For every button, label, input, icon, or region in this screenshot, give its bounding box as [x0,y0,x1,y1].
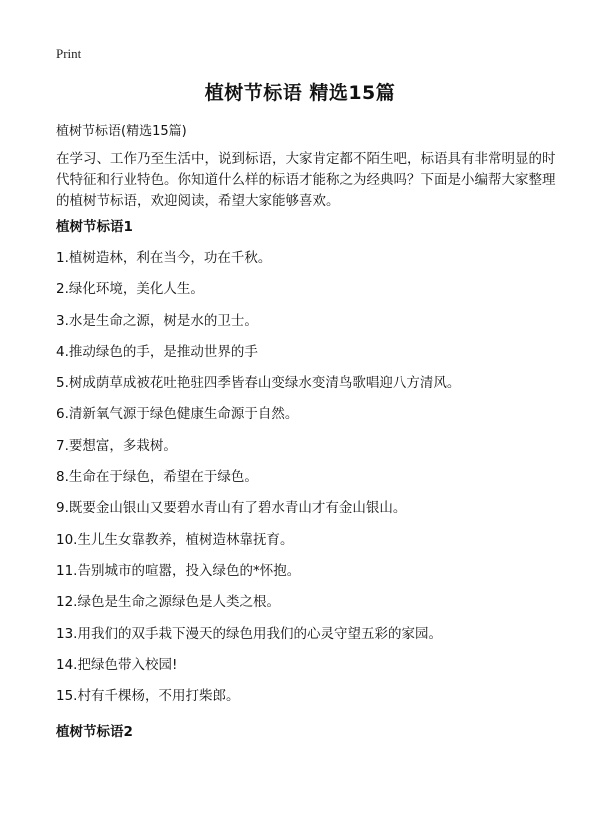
list-item: 10.生儿生女靠教养，植树造林靠抚育。 [56,531,294,548]
section-heading: 植树节标语1 [56,219,133,235]
list-item: 2.绿化环境，美化人生。 [56,281,204,298]
list-item: 11.告别城市的喧嚣，投入绿色的*怀抱。 [56,562,301,579]
list-item: 13.用我们的双手栽下漫天的绿色用我们的心灵守望五彩的家园。 [56,625,442,642]
page-title: 植树节标语 精选15篇 [204,82,396,104]
slogan-list [56,248,576,717]
list-item: 15.村有千棵杨，不用打柴郎。 [56,688,240,705]
list-item: 9.既要金山银山又要碧水青山有了碧水青山才有金山银山。 [56,500,407,517]
list-item: 6.清新氧气源于绿色健康生命源于自然。 [56,406,299,423]
list-item: 7.要想富，多栽树。 [56,437,177,454]
list-item: 8.生命在于绿色，希望在于绿色。 [56,469,258,486]
list-item: 1.植树造林，利在当今，功在千秋。 [56,250,272,266]
list-item: 5.树成荫草成被花吐艳驻四季皆春山变绿水变清鸟歌唱迎八方清风。 [56,375,461,392]
list-item: 14.把绿色带入校园! [56,656,178,673]
list-item: 4.推动绿色的手，是推动世界的手 [56,343,258,360]
list-item: 3.水是生命之源，树是水的卫士。 [56,312,258,329]
section-heading: 植树节标语2 [56,724,133,740]
list-item: 12.绿色是生命之源绿色是人类之根。 [56,594,280,611]
document-subtitle: 植树节标语(精选15篇) [56,124,187,139]
intro-paragraph: 在学习、工作乃至生活中，说到标语，大家肯定都不陌生吧，标语具有非常明显的时代特征和行业特色。你知道什么样的标语才能称之为经典吗？下面是小编帮大家整理的植树节标语，欢迎阅读，希望大家能够喜欢。 [56,151,556,209]
print-label: Print [56,46,82,61]
